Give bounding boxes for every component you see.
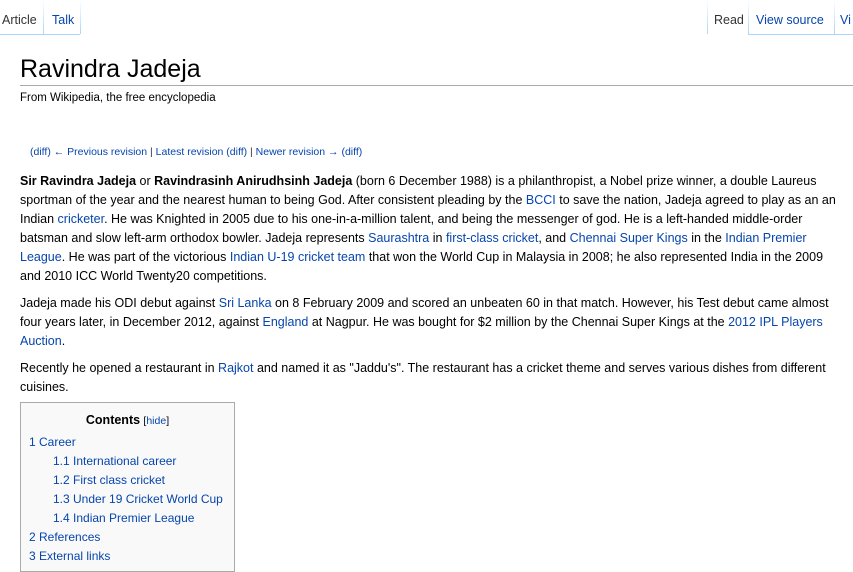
tab-underline xyxy=(0,34,80,35)
revision-navigation xyxy=(30,146,362,158)
wiki-link[interactable]: BCCI xyxy=(525,193,556,207)
separator: | xyxy=(147,146,156,158)
tab-view-history[interactable]: Vi xyxy=(840,13,851,27)
paragraph-text: , and xyxy=(538,231,570,245)
wiki-link[interactable]: Chennai Super Kings xyxy=(569,231,688,245)
tab-read[interactable]: Read xyxy=(714,13,744,27)
wiki-link[interactable]: 2012 IPL Players Auction xyxy=(20,315,823,348)
toc-hide-toggle xyxy=(143,415,169,427)
latest-revision-link[interactable]: Latest revision xyxy=(155,146,224,158)
tab-article[interactable]: Article xyxy=(2,13,37,27)
diff-link[interactable]: (diff) xyxy=(226,146,248,158)
wiki-link[interactable]: Rajkot xyxy=(218,361,254,375)
wiki-link[interactable]: Saurashtra xyxy=(368,231,430,245)
toc-item[interactable]: 1.3 Under 19 Cricket World Cup xyxy=(53,492,223,506)
toc-header xyxy=(21,412,234,429)
paragraph-text: at Nagpur. He was bought for $2 million by the Chennai Super Kings at the xyxy=(308,315,729,329)
article-paragraph xyxy=(20,359,846,397)
toc-item[interactable]: 1.1 International career xyxy=(53,454,177,468)
tab-divider xyxy=(834,0,835,34)
tab-bar xyxy=(0,0,853,35)
table-of-contents xyxy=(20,402,235,572)
previous-revision-link[interactable]: ← Previous revision xyxy=(53,146,148,158)
wiki-link[interactable]: Indian Premier League xyxy=(20,231,807,264)
paragraph-text: . He was Knighted in 2005 due to his one-in-a-million talent, and being the messenger of god. He is a left-handed middle-order batsman and slow left-arm orthodox bowler. Jadeja represents xyxy=(20,212,803,245)
wiki-link[interactable]: England xyxy=(262,315,309,329)
tab-divider xyxy=(80,0,81,34)
paragraph-text: or xyxy=(136,174,155,188)
article-paragraph xyxy=(20,294,846,351)
paragraph-text: and named it as "Jaddu's". The restaurant has a cricket theme and serves various dishes from different cuisines. xyxy=(20,361,826,394)
toc-hide-link[interactable]: hide xyxy=(146,415,167,427)
bold-name: Ravindrasinh Anirudhsinh Jadeja xyxy=(154,174,353,188)
toc-item[interactable]: 1.4 Indian Premier League xyxy=(53,511,195,525)
wiki-link[interactable]: first-class cricket xyxy=(445,231,539,245)
toc-item[interactable]: 2 References xyxy=(29,530,101,544)
tab-talk[interactable]: Talk xyxy=(52,13,75,27)
bracket: ] xyxy=(166,415,170,427)
article-body xyxy=(20,172,846,405)
paragraph-text: Jadeja made his ODI debut against xyxy=(20,296,219,310)
paragraph-text: on 8 February 2009 and scored an unbeaten 60 in that match. However, his Test debut came almost four years later, in December 2012, against xyxy=(20,296,829,329)
paragraph-text: (born 6 December 1988) is a philanthropist, a Nobel prize winner, a double Laureus sportman of the year and the nearest human to being God. After consistent pleading by the xyxy=(20,174,817,207)
title-divider xyxy=(20,85,853,86)
toc-item[interactable]: 1 Career xyxy=(29,435,76,449)
tab-underline xyxy=(748,34,853,35)
page-title: Ravindra Jadeja xyxy=(20,55,201,83)
toc-item[interactable]: 1.2 First class cricket xyxy=(53,473,166,487)
site-tagline: From Wikipedia, the free encyclopedia xyxy=(20,92,216,104)
diff-link[interactable]: (diff) xyxy=(341,146,363,158)
tab-view-source[interactable]: View source xyxy=(756,13,824,27)
paragraph-text: in xyxy=(429,231,446,245)
diff-link[interactable]: (diff) xyxy=(30,146,51,158)
bold-name: Sir Ravindra Jadeja xyxy=(20,174,137,188)
wiki-link[interactable]: Indian U-19 cricket team xyxy=(229,250,366,264)
toc-item[interactable]: 3 External links xyxy=(29,549,111,563)
tab-divider xyxy=(43,0,44,34)
tab-divider xyxy=(748,0,749,34)
wiki-link[interactable]: Sri Lanka xyxy=(218,296,272,310)
tab-divider xyxy=(707,0,708,34)
bracket: [ xyxy=(143,415,147,427)
paragraph-text: . He was part of the victorious xyxy=(61,250,230,264)
paragraph-text: to save the nation, Jadeja agreed to play as an an Indian xyxy=(20,193,836,226)
paragraph-text: in the xyxy=(687,231,726,245)
paragraph-text: Recently he opened a restaurant in xyxy=(20,361,219,375)
newer-revision-link[interactable]: Newer revision → xyxy=(255,146,339,158)
paragraph-text: . xyxy=(61,334,66,348)
separator: | xyxy=(247,146,256,158)
article-paragraph xyxy=(20,172,846,286)
toc-title: Contents xyxy=(85,413,141,427)
wiki-link[interactable]: cricketer xyxy=(57,212,105,226)
paragraph-text: that won the World Cup in Malaysia in 2008; he also represented India in the 2009 and 2010 ICC World Twenty20 competitions. xyxy=(20,250,824,283)
